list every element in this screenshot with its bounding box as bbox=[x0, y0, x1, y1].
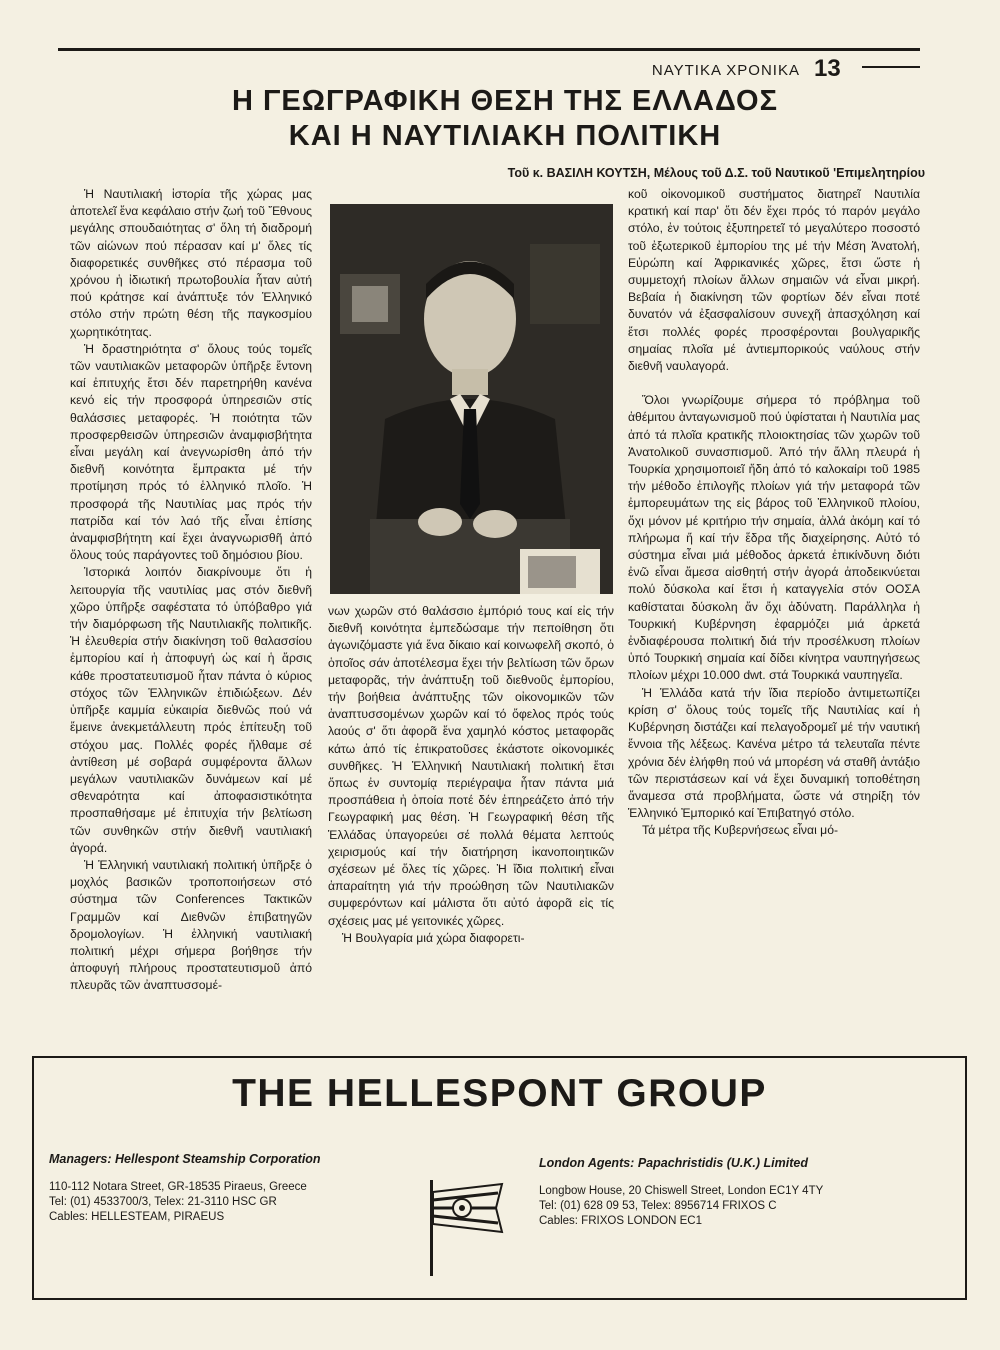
paragraph: Ἡ Ἑλλάδα κατά τήν ἴδια περίοδο ἀντιμετωπίζει κρίση σ' ὅλους τούς τομεῖς τῆς Ναυτιλίας καί ἡ Κυβέρνηση διστάζει καί πελαγοδρομεῖ μέ τήν ναυτική ἔννοια τῆς λέξεως. Κανένα μέτρο τά τελευταῖα πέντε χρόνια δέν ἐλήφθη πού νά μπορέση νά σταθῆ ἀντάξιο τῶν περιστάσεων καί νά ἔχει δυναμική τοποθέτηση ἄναμεσα στά προβλήματα, ὥστε νά στηρίξη τόν Ἑλληνικό Ἐμπορικό καί Ἐπιβατηγό στόλο. bbox=[628, 685, 920, 821]
article-column-2 bbox=[328, 603, 614, 1053]
author-photo bbox=[330, 204, 613, 594]
paragraph: Ἱστορικά λοιπόν διακρίνουμε ὅτι ἡ λειτουργία τῆς ναυτιλίας μας στόν διεθνῆ χῶρο ὑπῆρξε σαφέστατα τό ὑπόβαθρο γιά τήν διαμόρφωση τῆς Ναυτιλιακῆς πολιτικῆς. Ἡ ἐλευθερία στήν διακίνηση τοῦ θαλασσίου ἐμπορίου καί ἡ ἀποφυγή ὡς καί ἡ ἄρσις κάθε προστατευτισμοῦ ἦταν πάντα ὁ κύριος στόχος τῶν Ἑλληνικῶν ἐπιδιώξεων. Δέν ὑπῆρξε καμμία εὐκαιρία διεθνῶς πού νά ἔμεινε ἀνεκμετάλλευτη πρός ἐπίτευξη τοῦ στόχου μας. Πολλές φορές ἤλθαμε σέ ἀντίθεση μέ σοβαρά συμφέροντα ἄλλων μεγάλων ναυτιλιακῶν δυνάμεων καί μέ σθεναρότητα καί ἀποφασιστικότητα προσπαθήσαμε μέ ἐπιτυχία τήν βελτίωση τῶν συνθηκῶν στήν διεθνῆ ναυτιλιακή ἀγορά. bbox=[70, 565, 312, 855]
paragraph: Ἡ Ἑλληνική ναυτιλιακή πολιτική ὑπῆρξε ὁ μοχλός βασικῶν τροποποιήσεων στό σύστημα τῶν Conferences Τακτικῶν Γραμμῶν καί Διεθνῶν ἐπιβατηγῶν δρομολογίων. Ἡ ἑλληνική ναυτιλιακή πολιτική μέχρι σήμερα βοήθησε τήν ἀποφυγή πλήρους προστατευτισμοῦ ἀπό πλευρᾶς τῶν ἀναπτυσσομέ- bbox=[70, 857, 312, 993]
paragraph: Ἡ Βουλγαρία μιά χώρα διαφορετι- bbox=[342, 930, 525, 945]
ad-managers-phone: Tel: (01) 4533700/3, Telex: 21-3110 HSC GR bbox=[49, 1196, 277, 1208]
header-rule bbox=[58, 48, 920, 51]
header-rule-right bbox=[862, 66, 920, 68]
ad-managers-cables: Cables: HELLESTEAM, PIRAEUS bbox=[49, 1211, 225, 1223]
article-column-1 bbox=[70, 186, 312, 1052]
paragraph: Ὅλοι γνωρίζουμε σήμερα τό πρόβλημα τοῦ ἀθέμιτου ἀνταγωνισμοῦ πού ὑφίσταται ἡ Ναυτιλία μας ἀπό τά πλοῖα κρατικῆς πλοιοκτησίας τῶν χωρῶν τοῦ Ἀνατολικοῦ συνασπισμοῦ. Ἀπό τήν ἄλλη πλευρά ἡ Τουρκία χρησιμοποιεῖ ἤδη ἀπό τό καλοκαίρι τοῦ 1985 τήν μέθοδο ἐπιλογῆς πλοίων γιά τήν μεταφορά τῶν ἐμπορευμάτων της εἰς βάρος τοῦ Ἑλληνικοῦ πλοίου, ὄχι μόνον μέ κριτήριο τήν σημαία, ἀλλά ἀκόμη καί τό πλήρωμα ἤ καί τήν ἕδρα τῆς διαχείρησης. Αὐτό τό σύστημα εἶναι μιά μέθοδος ἀρκετά ἐπικίνδυνη διότι ἐνῶ εἶναι ἄμεσα αἰσθητή στήν ἀγορά ἀποδεικνύεται πολύ δύσκολα καί ἔτσι ἡ καταγγελία στόν ΟΟΣΑ καθίσταται δύσκολη ἄν ὄχι ἀδύνατη. Παράλληλα ἡ Τουρκική Κυβέρνηση ἐφαρμόζει μιά ἀρκετά ἐνδιαφέρουσα πολιτική διά τήν προσέλκυση πλοίων ὑπό Τουρκική σημαία καί δίδει κίνητρα ναυπηγήσεως πλοίων μέχρι 10.000 dwt. στά Τουρκικά ναυπηγεῖα. bbox=[628, 393, 920, 683]
ad-agents-heading: London Agents: Papachristidis (U.K.) Limited bbox=[539, 1156, 808, 1170]
house-flag-icon bbox=[424, 1178, 506, 1278]
paragraph: νων χωρῶν στό θαλάσσιο ἐμπόριό τους καί εἰς τήν διεθνῆ κοινότητα ἐμπεδώσαμε τήν πεποίθηση ὅτι ἀγωνιζόμαστε γιά ἕνα δίκαιο καί κοινωφελῆ σκοπό, ὁ ὁποῖος σάν ἀποτέλεσμα ἔχει τήν βελτίωση τῶν ὅρων μεταφορᾶς, τήν ἀνάπτυξη τοῦ διεθνοῦς ἐμπορίου, τήν βοήθεια ἀνάπτυξης τῶν οἰκονομικῶν τῶν ἀναπτυσσομένων χωρῶν καί τό ὄφελος πρός τούς λαούς σ' ὅτι ἀφορᾶ ἕνα χαμηλό κόστος μεταφορᾶς κάτω ἀπό τίς ἐπικρατοῦσες ἑκάστοτε οἰκονομικές συνθῆκες. Ἡ Ἑλληνική Ναυτιλιακή πολιτική ἔτσι ὅπως ἐν συντομίᾳ περιέγραψα ἦταν πάντα μιά προσπάθεια ἡ ὁποία ποτέ δέν ἐπηρεάζετο ἀπό τήν Γεωγραφική μας θέση. Ἡ Γεωγραφική θέση τῆς Ἑλλάδας ὑπαγορεύει σέ πολλά θέματα λεπτούς χειρισμούς καί τήν διατήρηση ἱκανοποιητικῶν σχέσεων μέ ὅλες τίς χῶρες. Ἡ ἴδια πολιτική εἶναι ἀπαραίτητη γιά τήν προώθηση τῶν Ναυτιλιακῶν συμφερόντων καί μάλιστα ὅτι αὐτό ἀφορᾶ εἰς τίς σχέσεις μας μέ γειτονικές χῶρες. bbox=[328, 604, 614, 928]
article-title-line2: ΚΑΙ Η ΝΑΥΤΙΛΙΑΚΗ ΠΟΛΙΤΙΚΗ bbox=[288, 120, 722, 152]
magazine-name: ΝΑΥΤΙΚΑ ΧΡΟΝΙΚΑ bbox=[651, 62, 800, 79]
article-column-3 bbox=[628, 186, 920, 1052]
paragraph: Ἡ Ναυτιλιακή ἱστορία τῆς χώρας μας ἀποτελεῖ ἕνα κεφάλαιο στήν ζωή τοῦ Ἔθνους μεγάλης σπουδαιότητας σ' ὅλη τή διαδρομή τῶν αἰώνων πού πέρασαν καί μ' ὅλες τίς διαφορετικές συνθῆκες στό πέρασμα τοῦ χρόνου ἡ ἰδιωτική πρωτοβουλία ἦταν αὐτή πού κράτησε καί ἀνάπτυξε τόν Ἑλληνικό στόλο στήν πρώτη θέση τῆς παγκοσμίου χωρητικότητας. bbox=[70, 187, 312, 339]
ad-agents-block bbox=[539, 1156, 949, 1229]
paragraph: Τά μέτρα τῆς Κυβερνήσεως εἶναι μό- bbox=[642, 823, 839, 838]
ad-agents-cables: Cables: FRIXOS LONDON EC1 bbox=[539, 1215, 702, 1227]
ad-managers-address: 110-112 Notara Street, GR-18535 Piraeus, Greece bbox=[49, 1181, 307, 1193]
ad-agents-phone: Tel: (01) 628 09 53, Telex: 8956714 FRIXOS C bbox=[539, 1200, 777, 1212]
article-title-line1: Η ΓΕΩΓΡΑΦΙΚΗ ΘΕΣΗ ΤΗΣ ΕΛΛΑΔΟΣ bbox=[231, 85, 779, 117]
paragraph: Ἡ δραστηριότητα σ' ὅλους τούς τομεῖς τῶν ναυτιλιακῶν μεταφορῶν ὑπῆρξε ἔντονη καί ἐπιτυχής ἔτσι δέν παρετηρήθη κανένα κενό εἰς τήν προσφορά ὑπηρεσιῶν στίς θαλάσσιες μεταφορές. Ἡ ποιότητα τῶν προσφερθεισῶν ὑπηρεσιῶν ἀναμφισβήτητα εἶναι μεγάλη καί ἀνεγνωρίσθη ἀπό τήν διεθνῆ κοινότητα ἔμπρακτα μέ τήν προτίμηση πρός τό ἑλληνικό πλοῖο. Ἡ προσφορά τῆς Ναυτιλίας μας πρός τήν πατρίδα καί τόν λαό τῆς εἶναι ἐπίσης ἀναμφισβήτητη καί ἔχει ἀναγνωρισθῆ ἀπό ὅλους τούς παράγοντες τοῦ δημόσιου βίου. bbox=[70, 341, 312, 563]
ad-managers-heading: Managers: Hellespont Steamship Corporation bbox=[49, 1152, 321, 1166]
ad-title: THE HELLESPONT GROUP bbox=[232, 1072, 767, 1115]
article-title bbox=[120, 84, 890, 154]
ad-agents-address: Longbow House, 20 Chiswell Street, London EC1Y 4TY bbox=[539, 1185, 824, 1197]
author-portrait-image bbox=[330, 204, 613, 594]
ad-managers-block bbox=[49, 1152, 429, 1225]
article-byline: Τοῦ κ. ΒΑΣΙΛΗ ΚΟΥΤΣΗ, Μέλους τοῦ Δ.Σ. τοῦ Ναυτικοῦ 'Επιμελητηρίου bbox=[507, 166, 925, 180]
page-number: 13 bbox=[814, 55, 841, 82]
paragraph: κοῦ οἰκονομικοῦ συστήματος διατηρεῖ Ναυτιλία κρατική καί παρ' ὅτι δέν ἔχει πρός τό παρόν μεγάλο στόλο, ἐν τούτοις ἐξυπηρετεῖ τό μεγαλύτερο ποσοστό τοῦ ἐξωτερικοῦ ἐμπορίου της μέ τήν Μέση Ἀνατολή, Εὐρώπη καί Ἀφρικανικές χῶρες, ἔτσι ὥστε ἡ συμμετοχή πλοίων ἄλλων σημαιῶν νά εἶναι μικρή. Βεβαία ἡ διακίνηση τῶν φορτίων δέν εἶναι ποτέ δυνατόν νά ἐξασφαλίσουν συνεχῆ ἀπασχόληση καί ἔτσι πολλές φορές προσφέρονται βουλγαρικῆς σημαίας πλοῖα μέ ἀντιεμπορικούς ναύλους στήν διεθνῆ ναυλαγορά. bbox=[628, 187, 920, 374]
hellespont-advertisement bbox=[32, 1056, 967, 1300]
